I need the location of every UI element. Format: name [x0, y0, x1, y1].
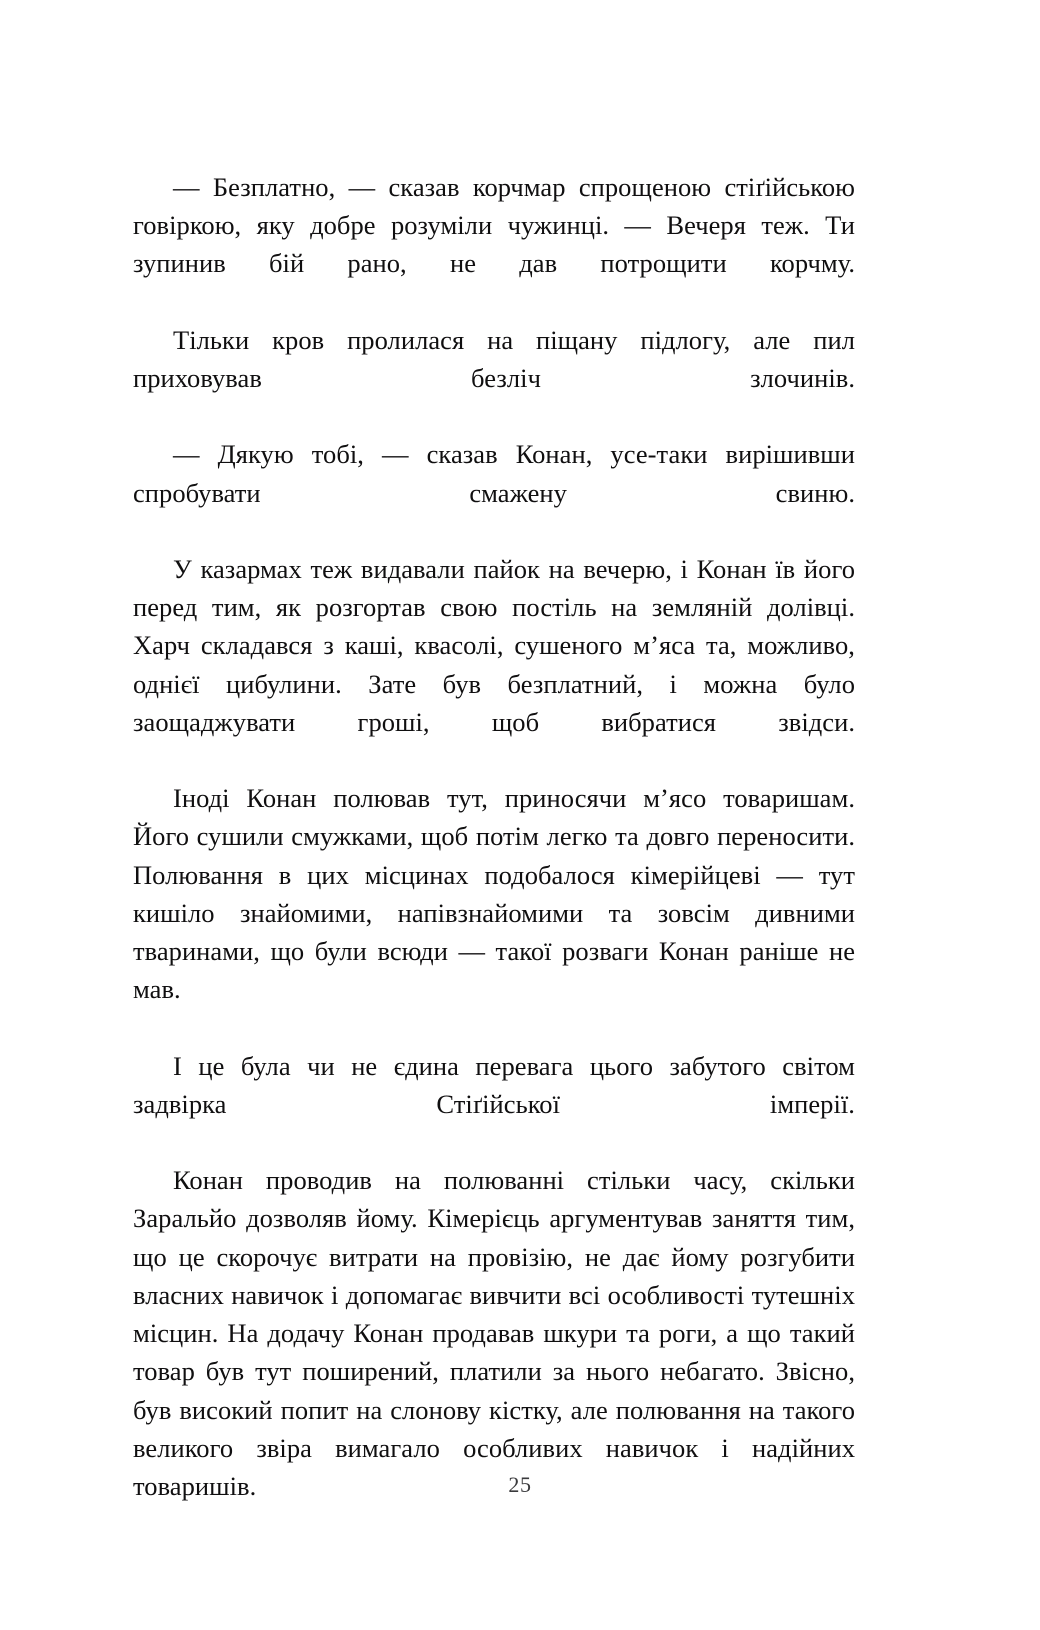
paragraph: Іноді Конан полював тут, приносячи м’ясо товаришам. Його сушили смужками, щоб потім легко та довго переносити. Полювання в цих місцинах подобалося кімерійцеві — тут кишіло знайомими, напівзнайомими та зовсім дивними тваринами, що були всюди — такої розваги Конан раніше не мав.: [133, 783, 855, 1005]
paragraph: Тільки кров пролилася на піщану підлогу, але пил приховував безліч злочинів.: [133, 324, 855, 394]
page-number: 25: [508, 1472, 532, 1497]
paragraph: І це була чи не єдина перевага цього забутого світом задвірка Стіґійської імперії.: [133, 1050, 855, 1119]
paragraph: У казармах теж видавали пайок на вечерю, і Конан їв його перед тим, як розгортав свою постіль на земляній долівці. Харч складався з каші, квасолі, сушеного м’яса та, можливо, однієї цибулини. Зате був безплатний, і можна було заощаджувати гроші, щоб вибратися звідси.: [133, 554, 855, 737]
paragraph: Конан проводив на полюванні стільки часу, скільки Заральйо дозволяв йому. Кімерієць аргументував заняття тим, що це скорочує витрати на провізію, не дає йому розгубити власних навичок і допомагає вивчити всі особливості тутешніх місцин. На додачу Конан продавав шкури та роги, а що такий товар був тут поширений, платили за нього небагато. Звісно, був високий попит на слонову кістку, але полювання на такого великого звіра вимагало особливих навичок і надійних товаришів.: [133, 1165, 855, 1501]
page-text-block: [133, 168, 855, 1543]
paragraph: — Безплатно, — сказав корчмар спрощеною стіґійською говіркою, яку добре розуміли чужинці. — Вечеря теж. Ти зупинив бій рано, не дав потрощити корчму.: [133, 172, 855, 279]
paragraph: — Дякую тобі, — сказав Конан, усе-таки вирішивши спробувати смажену свиню.: [133, 439, 855, 508]
